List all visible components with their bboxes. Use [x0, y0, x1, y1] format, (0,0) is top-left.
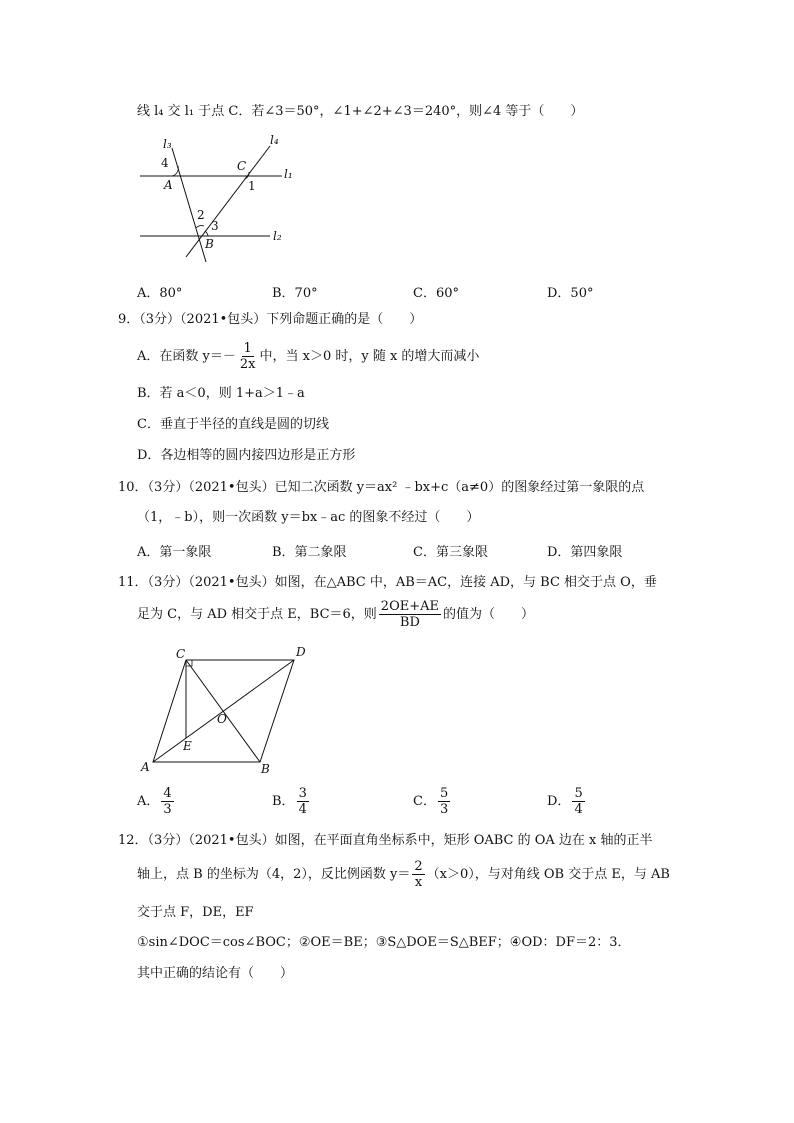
q9-option-a: A．在函数 y＝－ $\frac{1}{2x}$ 中，当 x＞0 时，y 随 x 的增大而减小 — [137, 341, 480, 372]
q12-line3: 交于点 F，DE，EF — [137, 905, 254, 920]
label-A: A — [141, 760, 150, 774]
q11-option-a: A． $\frac{4}{3}$ — [137, 786, 172, 817]
q12-line4: ①sin∠DOC＝cos∠BOC；②OE＝BE；③S△DOE＝S△BEF；④OD：DF＝2：3． — [137, 935, 631, 950]
q11-line2: 足为 C，与 AD 相交于点 E，BC＝6，则 $\frac{2OE+AE}{BD}$ 的值为（ ） — [137, 599, 535, 630]
q11-option-d: D． $\frac{5}{4}$ — [547, 786, 583, 817]
label-l1: l₁ — [284, 167, 293, 181]
q12-line5: 其中正确的结论有（ ） — [137, 966, 294, 981]
q8-stem-tail: 线 l₄ 交 l₁ 于点 C．若∠3＝50°，∠1+∠2+∠3＝240°，则∠4 等于（ ） — [137, 104, 584, 119]
q10-line1: 10．（3分）（2021•包头）已知二次函数 y＝ax² ﹣bx+c（a≠0）的图象经过第一象限的点 — [118, 480, 645, 495]
q8-option-c: C．60° — [413, 286, 459, 301]
q10-line2: （1，﹣b），则一次函数 y＝bx﹣ac 的图象不经过（ ） — [137, 510, 480, 525]
label-l3: l₃ — [163, 137, 172, 151]
q12-line2: 轴上，点 B 的坐标为（4，2），反比例函数 y＝ $\frac{2}{x}$ （x＞0），与对角线 OB 交于点 E，与 AB — [137, 859, 670, 890]
label-angle4: 4 — [161, 156, 169, 170]
q11-line1: 11．（3分）（2021•包头）如图，在△ABC 中，AB＝AC，连接 AD，与 BC 相交于点 O，垂 — [118, 575, 657, 590]
label-C: C — [237, 159, 247, 173]
label-E: E — [183, 739, 192, 753]
q9-stem: 9．（3分）（2021•包头）下列命题正确的是（ ） — [118, 312, 423, 327]
q8-option-b: B．70° — [272, 286, 318, 301]
q9-option-b: B．若 a＜0，则 1+a＞1﹣a — [137, 386, 305, 401]
q12-line1: 12．（3分）（2021•包头）如图，在平面直角坐标系中，矩形 OABC 的 OA 边在 x 轴的正半 — [118, 833, 653, 848]
label-C: C — [176, 647, 186, 661]
label-l2: l₂ — [273, 229, 282, 243]
label-angle3: 3 — [211, 219, 219, 233]
label-D: D — [296, 645, 306, 659]
label-l4: l₄ — [270, 133, 279, 147]
q8-option-a: A．80° — [137, 286, 183, 301]
q8-option-d: D．50° — [547, 286, 594, 301]
label-angle2: 2 — [197, 208, 205, 222]
label-B: B — [205, 237, 214, 251]
label-angle1: 1 — [248, 179, 256, 193]
q11-option-b: B． $\frac{3}{4}$ — [272, 786, 307, 817]
q10-option-d: D．第四象限 — [547, 545, 623, 560]
q10-option-a: A．第一象限 — [137, 545, 212, 560]
label-A: A — [164, 178, 173, 192]
label-O: O — [217, 712, 227, 726]
label-B: B — [261, 762, 270, 776]
q10-option-b: B．第二象限 — [272, 545, 347, 560]
q9-option-c: C．垂直于半径的直线是圆的切线 — [137, 417, 329, 432]
q10-option-c: C．第三象限 — [413, 545, 488, 560]
q11-option-c: C． $\frac{5}{3}$ — [413, 786, 449, 817]
diagonal-AD — [153, 660, 294, 762]
q9-option-d: D．各边相等的圆内接四边形是正方形 — [137, 448, 356, 463]
